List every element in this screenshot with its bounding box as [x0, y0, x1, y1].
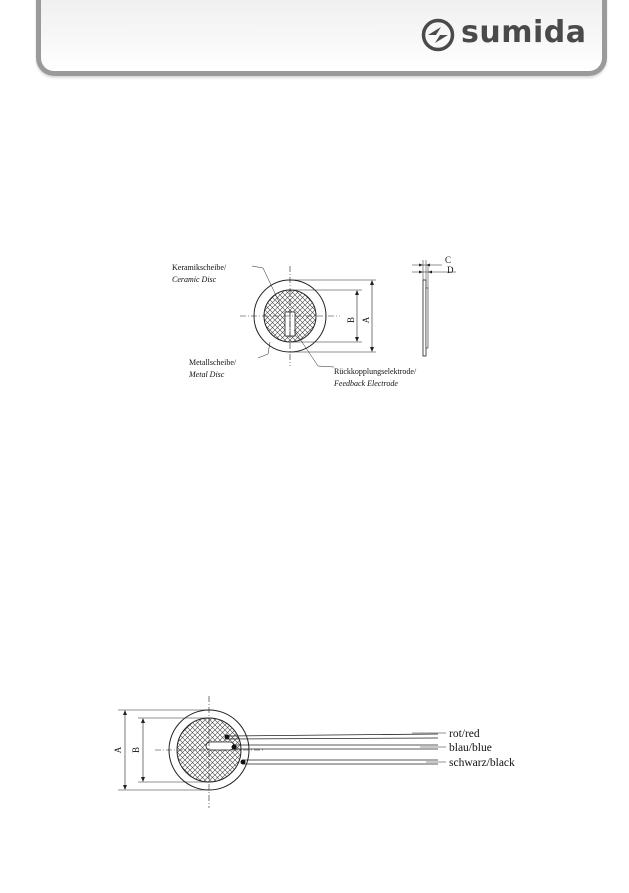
wire-red: [225, 734, 439, 740]
ceramic-disc-label-de: Keramikscheibe/: [172, 263, 227, 272]
wire-blue-label: blau/blue: [449, 742, 492, 754]
ceramic-disc-label-en: Ceramic Disc: [172, 275, 217, 284]
dim-a-label: A: [361, 316, 371, 324]
brand-name: sumida: [461, 15, 587, 50]
dim-d-label: D: [447, 265, 454, 275]
dim-b-label: B: [346, 316, 356, 324]
disc-side-view: [412, 255, 456, 356]
feedback-electrode-label-de: Rückkopplungselektrode/: [334, 367, 417, 376]
dim-c-label: C: [445, 255, 452, 265]
metal-disc-label-de: Metallscheibe/: [189, 358, 237, 367]
disc-front-view: [240, 266, 376, 367]
wire-red-label: rot/red: [449, 728, 480, 740]
dim-b-label-2: B: [131, 746, 141, 754]
feedback-electrode-label-en: Feedback Electrode: [334, 379, 398, 388]
wire-blue: [232, 745, 439, 750]
metal-disc-label-en: Metal Disc: [189, 370, 225, 379]
disc-with-wires-figure: [113, 696, 446, 808]
wire-black: [241, 760, 439, 765]
wire-black-label: schwarz/black: [449, 757, 515, 769]
dim-a-label-2: A: [113, 746, 123, 754]
